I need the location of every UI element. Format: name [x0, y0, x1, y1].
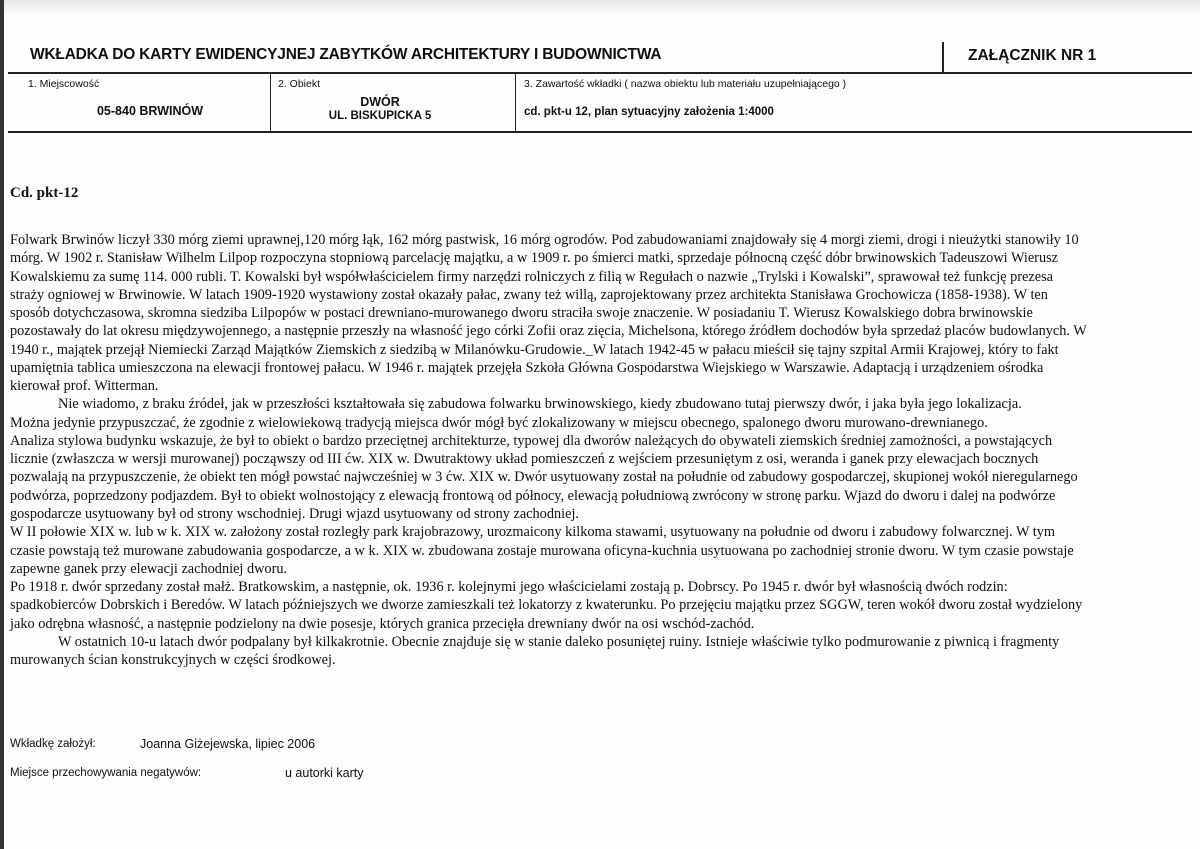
section-heading: Cd. pkt-12 — [10, 185, 79, 201]
body-line: mórg. W 1902 r. Stanisław Wilhelm Lilpop rozpoczyna stopniową parcelację majątku, a w 1909 r. po śmierci matki, sprzedaje północną część dóbr brwinowskich Tadeuszowi Wierusz — [10, 250, 1058, 267]
storage-label: Miejsce przechowywania negatywów: — [10, 767, 202, 779]
body-line: murowanych ścian konstrukcyjnych w części środkowej. — [10, 652, 336, 669]
cell-divider — [270, 73, 271, 132]
body-line: zapewne ganek przy elewacji zachodniej dworu. — [10, 560, 288, 577]
body-line: pozostawały do lat okresu międzywojennego, a następnie przeszły na własność jego córki Zofii oraz zięcia, Michelsona, którego źródłem dochodów była sprzedaż placów budowlanych. W — [10, 323, 1087, 340]
body-line: Folwark Brwinów liczył 330 mórg ziemi uprawnej,120 mórg łąk, 162 mórg pastwisk, 16 mórg ogrodów. Pod zabudowaniami znajdowały się 4 morgi ziemi, drogi i nieużytki stanowiły 10 — [10, 232, 1079, 248]
storage-value: u autorki karty — [285, 766, 364, 780]
object-address: UL. BISKUPICKA 5 — [328, 110, 432, 122]
body-line: upamiętnia tablica umieszczona na elewacji frontowej pałacu. W 1946 r. majątek przejęła Szkoła Główna Gospodarstwa Wiejskiego w Warszawie. Adaptacją i urządzeniem ośrodka — [10, 359, 1044, 376]
scan-top-shadow — [0, 0, 1200, 14]
content-label: 3. Zawartość wkładki ( nazwa obiektu lub materiału uzupełniającego ) — [524, 78, 847, 90]
body-line: kierował prof. Witterman. — [10, 378, 159, 395]
body-line: sposób dotychczasowa, skromna siedziba Lilpopów w postaci drewniano-murowanego dworu straciła swoje znaczenie. W posiadaniu T. Wierusz Kowalskiego dobra brwinowskie — [10, 305, 1033, 322]
body-line: Nie wiadomo, z braku źródeł, jak w przeszłości kształtowała się zabudowa folwarku brwinowskiego, kiedy zbudowano tutaj pierwszy dwór, i jaka była jego lokalizacja. — [58, 396, 1022, 413]
title-divider — [942, 42, 944, 73]
table-top-border — [8, 72, 1192, 74]
locality-value: 05-840 BRWINÓW — [96, 104, 204, 118]
body-line: czasie powstają też murowane zabudowania gospodarcze, a w k. XIX w. zbudowana zostaje murowana oficyna-kuchnia usytuowana po zachodniej stronie dworu. W tym czasie powstaje — [10, 542, 1074, 559]
body-line: podwórza, poprzedzony podjazdem. Był to obiekt wolnostojący z elewacją frontową od północy, elewacją południową zwrócony w stronę parku. Wjazd do dworu i dalej na podwórze — [10, 487, 1056, 504]
cell-divider — [515, 73, 516, 132]
body-text — [10, 231, 1087, 669]
body-line: Analiza stylowa budynku wskazuje, że był to obiekt o bardzo przeciętnej architekturze, typowej dla dworów należących do obywateli ziemskich średniej zamożności, a powstających — [10, 432, 1053, 449]
locality-label: 1. Miejscowość — [28, 78, 100, 90]
body-line: W ostatnich 10-u latach dwór podpalany był kilkakrotnie. Obecnie znajduje się w stanie daleko posuniętej ruiny. Istnieje właściwie tylko podmurowanie z piwnicą i fragmenty — [58, 633, 1060, 650]
annex-number: ZAŁĄCZNIK NR 1 — [968, 47, 1097, 64]
body-line: spadkobierców Dobrskich i Beredów. W latach późniejszych we dworze zamieszkali też lokatorzy z kwaterunku. Po przejęciu majątku przez SGGW, teren wokół dworu został wydzielony — [10, 597, 1083, 614]
body-line: Po 1918 r. dwór sprzedany został małż. Bratkowskim, a następnie, ok. 1936 r. kolejnymi jego właścicielami zostają p. Dobrscy. Po 1945 r. dwór był własnością dwóch rodzin: — [10, 579, 1008, 596]
form-title: WKŁADKA DO KARTY EWIDENCYJNEJ ZABYTKÓW ARCHITEKTURY I BUDOWNICTWA — [30, 46, 662, 63]
body-line: 1940 r., majątek przejął Niemiecki Zarząd Majątków Ziemskich z siedzibą w Milanówku-Grudowie._W latach 1942-45 w pałacu mieścił się tajny szpital Armii Krajowej, który to fakt — [10, 341, 1059, 358]
object-label: 2. Obiekt — [278, 78, 321, 90]
body-line: jako odrębna własność, a następnie podzielony na dwie posesje, których granica przecięła drewniany dwór na osi wschód-zachód. — [10, 615, 755, 632]
object-name: DWÓR — [360, 95, 400, 109]
body-line: Można jedynie przypuszczać, że zgodnie z wielowiekową tradycją miejsca dwór mógł być zlokalizowany w miejscu obecnego, spalonego dworu murowano-drewnianego. — [10, 414, 988, 431]
body-line: pozwalają na przypuszczenie, że obiekt ten mógł powstać najwcześniej w 3 ćw. XIX w. Dwór usytuowany został na południe od zabudowy gospodarczej, skupionej wokół nieregularnego — [10, 469, 1078, 486]
body-line: licznie (zwłaszcza w wersji murowanej) począwszy od III ćw. XIX w. Dwutraktowy układ pomieszczeń z wejściem przesuniętym z osi, weranda i ganek przy elewacjach bocznych — [10, 451, 1039, 468]
author-value: Joanna Giżejewska, lipiec 2006 — [140, 737, 316, 751]
body-line: Kowalskiemu za sumę 114. 000 rubli. T. Kowalski był współwłaścicielem firmy narzędzi rolniczych z filią w Regułach o nazwie „Trylski i Kowalski”, sprawował też funkcję prezesa — [10, 268, 1053, 285]
body-line: W II połowie XIX w. lub w k. XIX w. założony został rozległy park krajobrazowy, urozmaicony kilkoma stawami, usytuowany na południe od dworu i zabudowy folwarcznej. W tym — [10, 524, 1055, 541]
content-value: cd. pkt-u 12, plan sytuacyjny założenia 1:4000 — [524, 106, 774, 118]
table-bottom-border — [8, 131, 1192, 133]
scan-left-edge — [0, 0, 4, 849]
author-label: Wkładkę założył: — [10, 738, 96, 750]
body-line: gospodarcze usytuowany był od strony wschodniej. Drugi wjazd usytuowany od strony zachodniej. — [10, 505, 579, 522]
body-line: straży ogniowej w Brwinowie. W latach 1909-1920 wystawiony został okazały pałac, zwany też willą, zaprojektowany przez architekta Stanisława Grochowicza (1858-1938). W ten — [10, 286, 1048, 303]
